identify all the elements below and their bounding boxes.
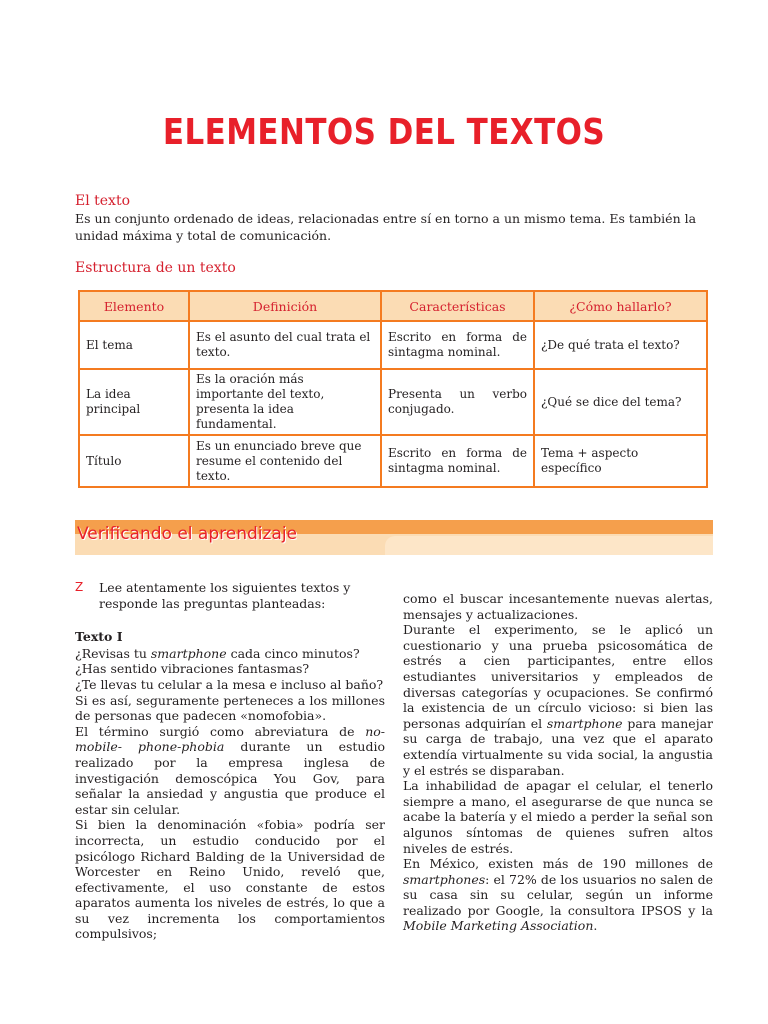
table-cell: Presenta un verbo conjugado. bbox=[381, 369, 534, 435]
table-cell: Es el asunto del cual trata el texto. bbox=[189, 321, 381, 369]
paragraph: como el buscar incesantemente nuevas alertas, mensajes y actualizaciones. bbox=[403, 591, 713, 622]
bullet-marker: Z bbox=[75, 580, 84, 594]
paragraph: Si bien la denominación «fobia» podría ser incorrecta, un estudio conducido por el psicólogo Richard Balding de la Universidad de Worcester en Reino Unido, reveló que, efectivamente, el uso constante de estos aparatos aumenta los niveles de estrés, lo que a su vez incrementa los comportamientos compulsivos; bbox=[75, 817, 385, 942]
paragraph: ¿Te llevas tu celular a la mesa e incluso al baño? bbox=[75, 676, 384, 692]
table-row bbox=[79, 369, 707, 435]
structure-table bbox=[78, 290, 708, 488]
text-run: El término surgió como abreviatura de bbox=[75, 723, 366, 739]
paragraph: La inhabilidad de apagar el celular, el tenerlo siempre a mano, el asegurarse de que nunca se acabe la batería y el miedo a perder la señal son algunos síntomas de quienes sufren altos niveles de estrés. bbox=[403, 778, 713, 856]
table-header-cell: Definición bbox=[189, 291, 381, 321]
table-header-cell: Elemento bbox=[79, 291, 189, 321]
table-header-cell: ¿Cómo hallarlo? bbox=[534, 291, 707, 321]
table-cell: ¿De qué trata el texto? bbox=[534, 321, 707, 369]
section-heading-el-texto: El texto bbox=[75, 193, 131, 209]
text-run: ¿Revisas tu bbox=[75, 645, 151, 661]
text-run-italic: smartphone bbox=[150, 645, 227, 661]
paragraph bbox=[403, 856, 713, 934]
paragraph bbox=[75, 724, 385, 818]
text-column-left bbox=[75, 580, 385, 942]
text-run: : el 72% de los usuarios no salen de su casa sin su celular, según un informe realizado por Google, la consultora IPSOS y la bbox=[403, 871, 713, 918]
text-run-italic: no-mobile- phone-phobia bbox=[75, 723, 385, 755]
table-row bbox=[79, 435, 707, 487]
text-run: cada cinco minutos? bbox=[226, 645, 360, 661]
paragraph: ¿Has sentido vibraciones fantasmas? bbox=[75, 661, 310, 677]
instruction bbox=[75, 580, 385, 611]
table-cell: Título bbox=[79, 435, 189, 487]
table-cell: Es la oración más importante del texto, presenta la idea fundamental. bbox=[189, 369, 381, 435]
banner-label: Verificando el aprendizaje bbox=[77, 524, 298, 544]
table-row bbox=[79, 321, 707, 369]
text-run-italic: smartphone bbox=[546, 715, 623, 731]
section-heading-estructura: Estructura de un texto bbox=[75, 260, 236, 276]
section-banner bbox=[75, 520, 713, 555]
text-run: para manejar su carga de trabajo, una vez que el aparato extendía virtualmente su vida social, la angustia y el estrés se disparaban. bbox=[403, 715, 713, 778]
paragraph bbox=[403, 622, 713, 778]
section-body-el-texto: Es un conjunto ordenado de ideas, relacionadas entre sí en torno a un mismo tema. Es también la unidad máxima y total de comunicación. bbox=[75, 211, 697, 243]
table-cell: Tema + aspecto específico bbox=[534, 435, 707, 487]
text-run-italic: smartphones bbox=[403, 871, 486, 887]
table-header-cell: Características bbox=[381, 291, 534, 321]
paragraph: Si es así, seguramente perteneces a los millones de personas que padecen «nomofobia». bbox=[75, 692, 385, 724]
paragraph bbox=[75, 646, 385, 662]
texto-title: Texto I bbox=[75, 629, 123, 645]
text-column-right bbox=[403, 591, 713, 934]
text-run: durante un estudio realizado por la empresa inglesa de investigación demoscópica You Gov, para señalar la ansiedad y angustia que produce el estar sin celular. bbox=[75, 739, 385, 817]
table-cell: Escrito en forma de sintagma nominal. bbox=[381, 321, 534, 369]
page-title: ELEMENTOS DEL TEXTOS bbox=[162, 112, 606, 153]
text-run: . bbox=[593, 918, 598, 934]
table-cell: Escrito en forma de sintagma nominal. bbox=[381, 435, 534, 487]
text-run: En México, existen más de 190 millones de bbox=[403, 856, 713, 872]
table-cell: El tema bbox=[79, 321, 189, 369]
text-run: Durante el experimento, se le aplicó un cuestionario y una prueba psicosomática de estrés a cien participantes, entre ellos estudiantes universitarios y empleados de diversas categorías y ocupaciones. Se confirmó la existencia de un círculo vicioso: si bien las personas adquirían el bbox=[403, 622, 713, 731]
instruction-text: Lee atentamente los siguientes textos y responde las preguntas planteadas: bbox=[99, 580, 351, 611]
table-header-row bbox=[79, 291, 707, 321]
table-cell: ¿Qué se dice del tema? bbox=[534, 369, 707, 435]
table-cell: La idea principal bbox=[79, 369, 189, 435]
text-run-italic: Mobile Marketing Association bbox=[403, 918, 594, 934]
banner-tab bbox=[385, 536, 713, 555]
table-cell: Es un enunciado breve que resume el contenido del texto. bbox=[189, 435, 381, 487]
